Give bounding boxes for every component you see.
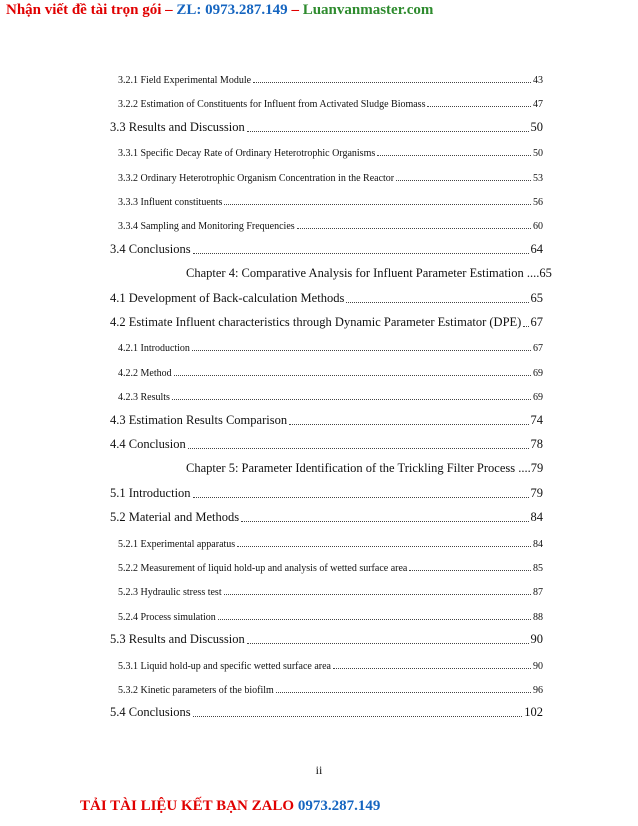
banner-site-link[interactable]: Luanvanmaster.com — [302, 2, 434, 18]
toc-entry-title: 4.4 Conclusion — [110, 437, 186, 451]
toc-page-number: 69 — [533, 392, 543, 404]
toc-dot-leader — [247, 642, 529, 644]
toc-entry-title: 3.2.1 Field Experimental Module — [118, 75, 252, 86]
toc-page-number: 65 — [539, 266, 552, 281]
toc-entry-title: 5.2.3 Hydraulic stress test — [118, 587, 222, 599]
toc-page-number: 53 — [533, 172, 543, 184]
toc-entry-title: 3.2.2 Estimation of Constituents for Influent from Activated Sludge Biomass — [118, 99, 426, 111]
toc-page-number: 84 — [533, 538, 543, 550]
toc-page-number: 87 — [533, 587, 543, 599]
toc-dot-leader — [289, 423, 528, 425]
footer-banner — [80, 798, 380, 815]
toc-entry[interactable] — [118, 94, 543, 110]
toc-page-number: 64 — [530, 241, 543, 256]
toc-page-number: 79 — [530, 461, 544, 476]
toc-dot-leader — [224, 203, 531, 205]
toc-entry-title: 5.3 Results and Discussion — [110, 632, 245, 647]
toc-entry-title: Chapter 4: Comparative Analysis for Influent Parameter Estimation .... — [186, 266, 539, 281]
toc-page-number: 47 — [533, 99, 543, 111]
toc-dot-leader — [174, 374, 531, 376]
toc-entry[interactable] — [118, 582, 543, 598]
toc-entry-title: 4.2 Estimate Influent characteristics through Dynamic Parameter Estimator (DPE) — [110, 315, 522, 329]
toc-entry[interactable] — [110, 412, 543, 428]
toc-page-number: 84 — [530, 510, 543, 525]
toc-dot-leader — [192, 349, 531, 351]
toc-dot-leader — [377, 154, 531, 156]
toc-entry[interactable] — [118, 70, 543, 86]
toc-page-number: 90 — [533, 660, 543, 672]
toc-entry-title: 5.2.4 Process simulation — [118, 611, 216, 623]
banner-phone: ZL: 0973.287.149 — [176, 2, 288, 18]
toc-entry[interactable] — [118, 680, 543, 696]
toc-page-number: 69 — [533, 367, 543, 379]
toc-page-number: 88 — [533, 611, 543, 623]
toc-dot-leader — [247, 130, 529, 132]
toc-entry[interactable] — [118, 143, 543, 159]
toc-entry-title: 3.4 Conclusions — [110, 241, 191, 256]
toc-page-number: 90 — [530, 632, 543, 647]
footer-text: TẢI TÀI LIỆU KẾT BẠN ZALO — [80, 798, 298, 814]
toc-dot-leader — [237, 545, 531, 547]
toc-page-number: 102 — [524, 705, 543, 720]
toc-dot-leader — [172, 398, 531, 400]
toc-entry[interactable] — [118, 387, 543, 403]
toc-entry-title: 4.3 Estimation Results Comparison — [110, 412, 288, 427]
toc-dot-leader — [427, 105, 531, 107]
toc-entry[interactable] — [118, 168, 543, 184]
toc-dot-leader — [241, 520, 528, 522]
toc-dot-leader — [276, 691, 531, 693]
toc-entry[interactable] — [118, 607, 543, 623]
toc-dot-leader — [523, 325, 528, 327]
toc-page-number: 85 — [533, 563, 543, 574]
toc-entry-title: 4.1 Development of Back-calculation Methods — [110, 290, 345, 305]
toc-entry-title: 3.3.4 Sampling and Monitoring Frequencies — [118, 221, 295, 233]
toc-entry-title: 5.2.2 Measurement of liquid hold-up and analysis of wetted surface area — [118, 563, 408, 574]
banner-text: Nhận viết đề tài trọn gói – — [6, 2, 177, 18]
toc-page-number: 50 — [530, 119, 543, 134]
toc-dot-leader — [396, 179, 531, 181]
toc-entry[interactable] — [110, 290, 543, 306]
toc-page-number: 43 — [533, 75, 543, 86]
toc-page-number: 50 — [533, 148, 543, 160]
toc-entry-title: 4.2.1 Introduction — [118, 343, 190, 355]
toc-entry-title: 3.3 Results and Discussion — [110, 119, 245, 134]
toc-entry[interactable] — [110, 314, 543, 330]
toc-entry-title: 3.3.3 Influent constituents — [118, 197, 223, 208]
toc-page-number: 96 — [533, 685, 543, 696]
toc-entry[interactable] — [118, 338, 543, 354]
toc-entry-title: 5.1 Introduction — [110, 485, 191, 500]
toc-dot-leader — [188, 447, 529, 449]
toc-dot-leader — [253, 81, 531, 83]
toc-entry[interactable] — [118, 363, 543, 379]
toc-page-number: 56 — [533, 197, 543, 208]
toc-entry[interactable] — [110, 436, 543, 452]
toc-entry[interactable] — [118, 192, 543, 208]
toc-entry-title: 5.3.2 Kinetic parameters of the biofilm — [118, 685, 274, 696]
toc-entry[interactable] — [110, 485, 543, 501]
toc-entry[interactable] — [110, 631, 543, 647]
toc-page-number: 67 — [533, 343, 543, 355]
toc-page-number: 60 — [533, 221, 543, 233]
toc-entry[interactable] — [118, 656, 543, 672]
toc-entry-title: 4.2.3 Results — [118, 392, 170, 404]
toc-dot-leader — [409, 569, 531, 571]
toc-entry[interactable] — [110, 509, 543, 525]
page-number: ii — [315, 763, 323, 777]
toc-chapter-entry[interactable] — [186, 460, 543, 476]
toc-dot-leader — [224, 593, 531, 595]
toc-entry-title: 5.2.1 Experimental apparatus — [118, 538, 236, 550]
toc-entry-title: Chapter 5: Parameter Identification of the Trickling Filter Process .... — [186, 461, 531, 476]
toc-entry-title: 4.2.2 Method — [118, 367, 172, 379]
toc-entry[interactable] — [110, 241, 543, 257]
toc-dot-leader — [193, 252, 529, 254]
toc-dot-leader — [193, 496, 529, 498]
toc-page-number: 79 — [530, 485, 543, 500]
toc-dot-leader — [346, 301, 528, 303]
toc-dot-leader — [333, 667, 531, 669]
toc-page-number: 65 — [530, 290, 543, 305]
toc-entry[interactable] — [110, 704, 543, 720]
footer-phone: 0973.287.149 — [297, 798, 381, 814]
toc-entry[interactable] — [118, 558, 543, 574]
toc-entry-title: 5.2 Material and Methods — [110, 510, 240, 525]
toc-dot-leader — [193, 715, 523, 717]
toc-entry-title: 3.3.2 Ordinary Heterotrophic Organism Concentration in the Reactor — [118, 172, 395, 184]
toc-entry[interactable] — [110, 119, 543, 135]
toc-page-number: 67 — [530, 315, 543, 329]
toc-entry[interactable] — [118, 216, 543, 232]
toc-dot-leader — [218, 618, 531, 620]
toc-chapter-entry[interactable] — [186, 265, 552, 281]
toc-entry-title: 5.4 Conclusions — [110, 705, 191, 720]
toc-entry-title: 5.3.1 Liquid hold-up and specific wetted surface area — [118, 660, 331, 672]
toc-dot-leader — [297, 227, 531, 229]
toc-entry[interactable] — [118, 534, 543, 550]
toc-page-number: 78 — [530, 437, 543, 451]
toc-entry-title: 3.3.1 Specific Decay Rate of Ordinary Heterotrophic Organisms — [118, 148, 376, 160]
banner-separator: – — [287, 2, 303, 18]
toc-page-number: 74 — [530, 412, 543, 427]
